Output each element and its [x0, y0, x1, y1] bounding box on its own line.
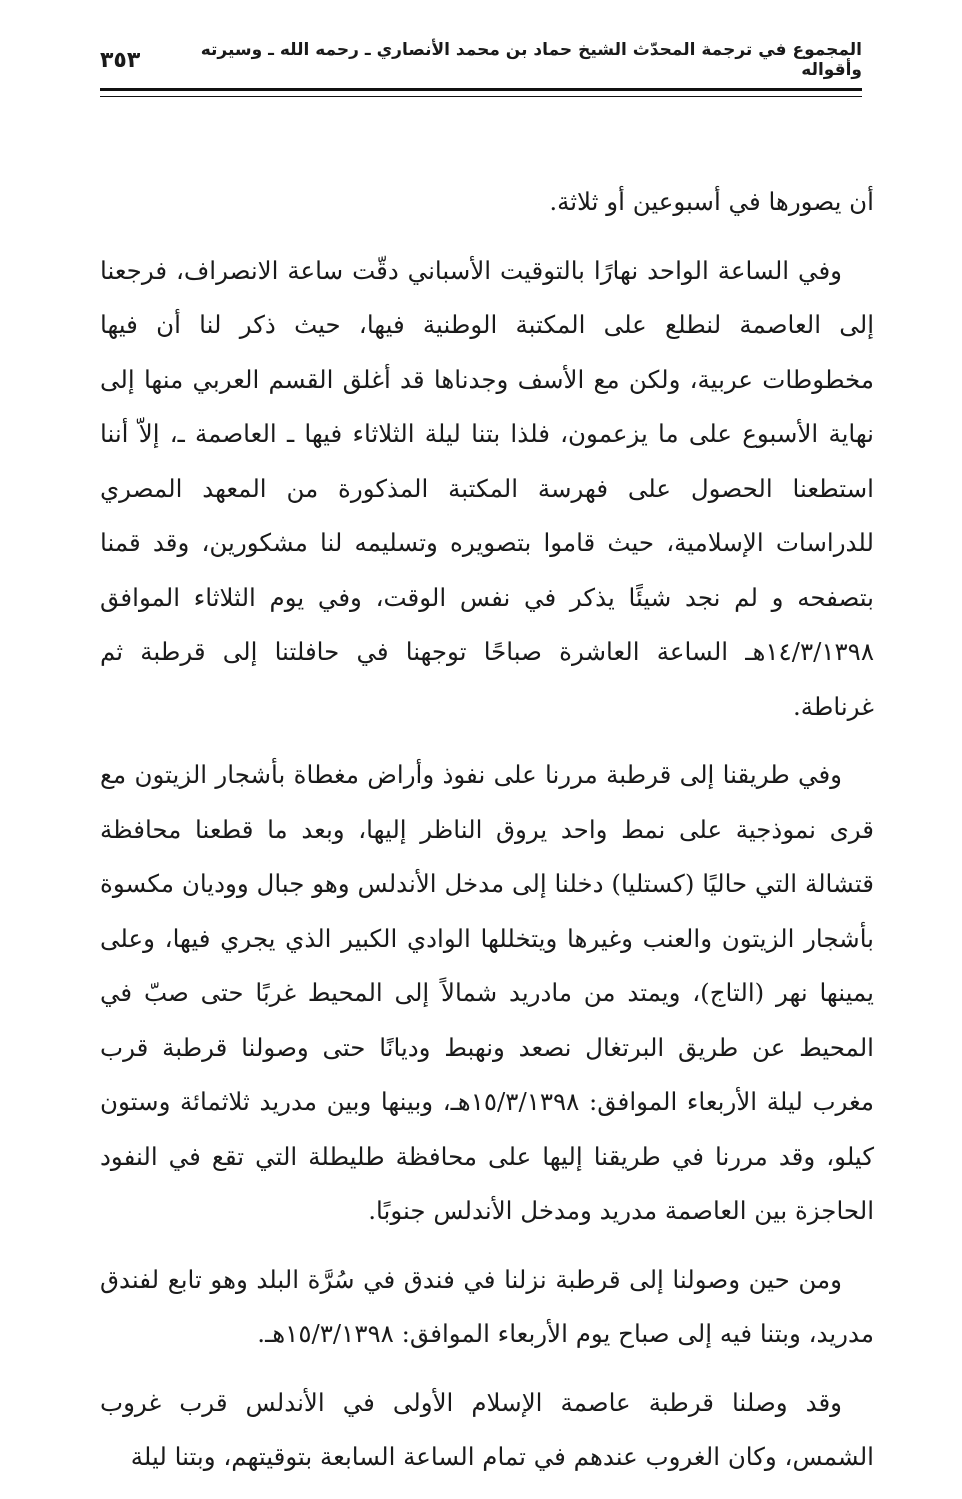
- paragraph: وقد وصلنا قرطبة عاصمة الإسلام الأولى في الأندلس قرب غروب الشمس، وكان الغروب عندهم في تمام الساعة السابعة بتوقيتهم، وبتنا ليلة: [100, 1387, 874, 1471]
- paragraph: أن يصورها في أسبوعين أو ثلاثة.: [549, 187, 874, 216]
- body-text: [100, 175, 874, 1499]
- page-header: [100, 40, 862, 80]
- running-title: المجموع في ترجمة المحدّث الشيخ حماد بن محمد الأنصاري ـ رحمه الله ـ وسيرته وأقواله: [200, 40, 862, 80]
- page-number: ٣٥٣: [100, 47, 141, 73]
- header-rule-thick: [100, 88, 862, 91]
- paragraph: وفي طريقنا إلى قرطبة مررنا على نفوذ وأراض مغطاة بأشجار الزيتون مع قرى نموذجية على نمط واحد يروق الناظر إليها، وبعد ما قطعنا محافظة قتشالة التي حاليًا (كستليا) دخلنا إلى مدخل الأندلس وهو جبال ووديان مكسوة بأشجار الزيتون والعنب وغيرها ويتخللها الوادي الكبير الذي يجري فيها، وعلى يمينها نهر (التاج)، ويمتد من مادريد شمالاً إلى المحيط غربًا حتى صبّ في المحيط عن طريق البرتغال نصعد ونهبط وديانًا حتى وصولنا قرطبة قرب مغرب ليلة الأربعاء الموافق: ١٥/٣/١٣٩٨هـ، وبينها وبين مدريد ثلاثمائة وستون كيلو، وقد مررنا في طريقنا إليها على محافظة طليطلة التي تقع في النفود الحاجزة بين العاصمة مدريد ومدخل الأندلس جنوبًا.: [100, 760, 874, 1225]
- paragraph: وفي الساعة الواحد نهارًا بالتوقيت الأسباني دقّت ساعة الانصراف، فرجعنا إلى العاصمة لنطلع على المكتبة الوطنية فيها، حيث ذكر لنا أن فيها مخطوطات عربية، ولكن مع الأسف وجدناها قد أغلق القسم العربي منها إلى نهاية الأسبوع على ما يزعمون، فلذا بتنا ليلة الثلاثاء فيها ـ العاصمة ـ، إلاّ أننا استطعنا الحصول على فهرسة المكتبة المذكورة من المعهد المصري للدراسات الإسلامية، حيث قاموا بتصويره وتسليمه لنا مشكورين، وقد قمنا بتصفحه و لم نجد شيئًا يذكر في نفس الوقت، وفي يوم الثلاثاء الموافق ١٤/٣/١٣٩٨هـ الساعة العاشرة صباحًا توجهنا في حافلتنا إلى قرطبة ثم غرناطة.: [100, 255, 875, 721]
- header-rule-thin: [100, 96, 862, 97]
- paragraph: ومن حين وصولنا إلى قرطبة نزلنا في فندق في سُرَّة البلد وهو تابع لفندق مدريد، وبتنا فيه إلى صباح يوم الأربعاء الموافق: ١٥/٣/١٣٩٨هـ.: [100, 1264, 874, 1348]
